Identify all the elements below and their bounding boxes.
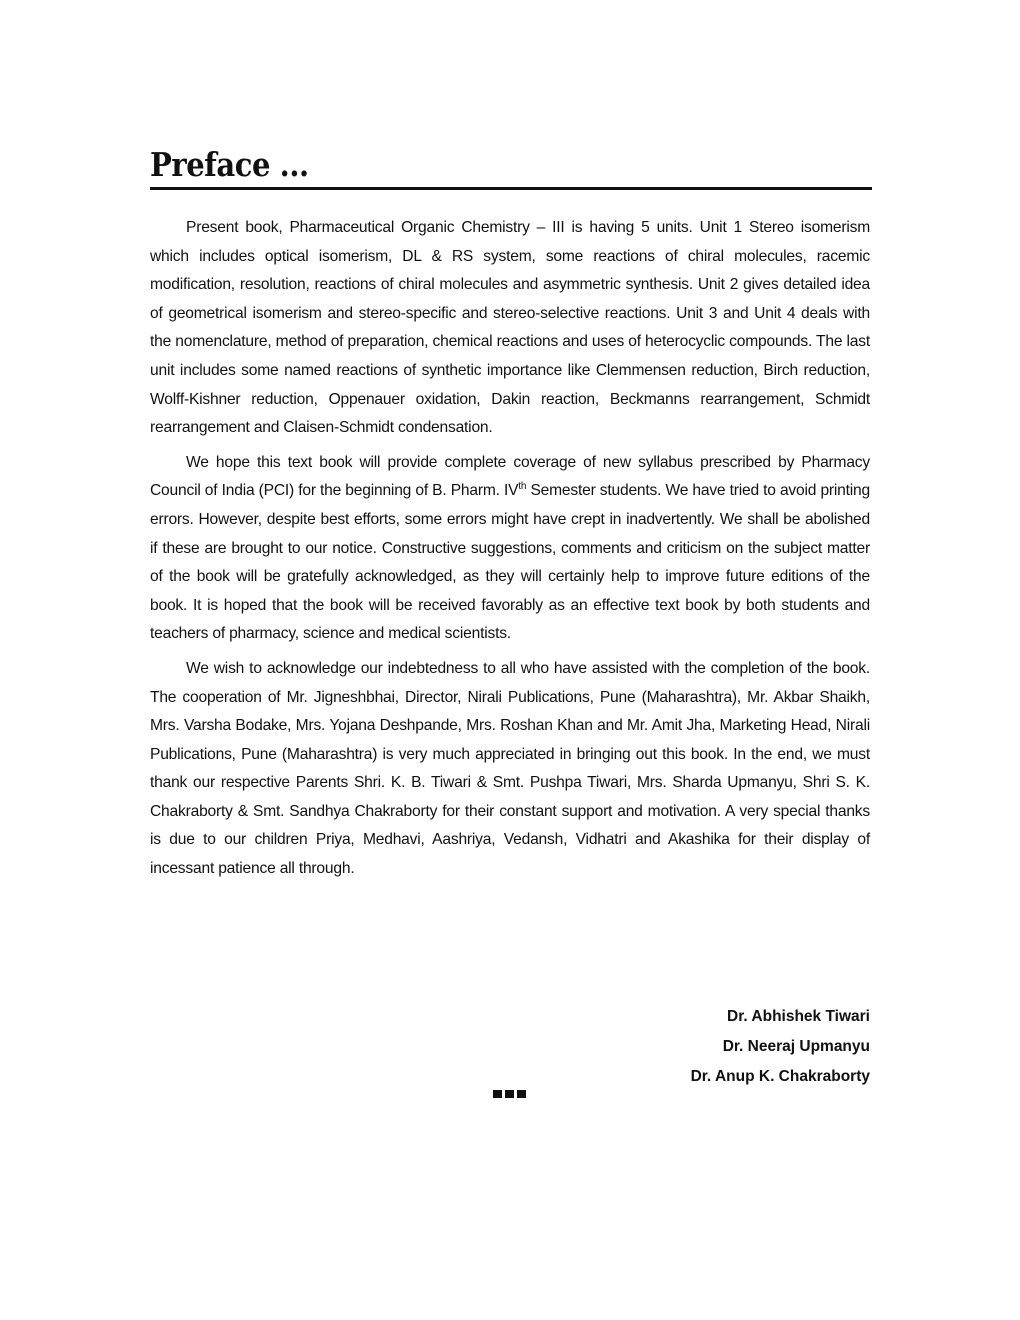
author-name: Dr. Neeraj Upmanyu	[722, 1038, 870, 1055]
author-signatures	[691, 1002, 870, 1092]
author-name: Dr. Anup K. Chakraborty	[690, 1068, 870, 1085]
paragraph-2-text-start: We hope this text book will provide complete coverage of new syllabus prescribed by Pharmacy Council of India (PCI) for the beginning of B. Pharm. IV	[150, 453, 870, 500]
square-icon	[493, 1090, 502, 1098]
page-title: Preface ...	[150, 145, 309, 184]
square-icon	[505, 1090, 514, 1098]
square-icon	[517, 1090, 526, 1098]
author-name: Dr. Abhishek Tiwari	[727, 1008, 870, 1025]
preface-page	[150, 145, 872, 890]
superscript-th: th	[518, 481, 527, 493]
paragraph-1: Present book, Pharmaceutical Organic Chemistry – III is having 5 units. Unit 1 Stereo isomerism which includes optical isomerism, DL & RS system, some reactions of chiral molecules, racemic modification, resolution, reactions of chiral molecules and asymmetric synthesis. Unit 2 gives detailed idea of geometrical isomerism and stereo-specific and stereo-selective reactions. Unit 3 and Unit 4 deals with the nomenclature, method of preparation, chemical reactions and uses of heterocyclic compounds. The last unit includes some named reactions of synthetic importance like Clemmensen reduction, Birch reduction, Wolff-Kishner reduction, Oppenauer oxidation, Dakin reaction, Beckmanns rearrangement, Schmidt rearrangement and Claisen-Schmidt condensation.	[150, 219, 870, 437]
preface-body	[150, 214, 870, 884]
paragraph-2-text-end: Semester students. We have tried to avoid printing errors. However, despite best efforts, some errors might have crept in inadvertently. We shall be abolished if these are brought to our notice. Constructive suggestions, comments and criticism on the subject matter of the book will be gratefully acknowledged, as they will certainly help to improve future editions of the book. It is hoped that the book will be received favorably as an effective text book by both students and teachers of pharmacy, science and medical scientists.	[150, 482, 870, 643]
paragraph-3: We wish to acknowledge our indebtedness to all who have assisted with the completion of the book. The cooperation of Mr. Jigneshbhai, Director, Nirali Publications, Pune (Maharashtra), Mr. Akbar Shaikh, Mrs. Varsha Bodake, Mrs. Yojana Deshpande, Mrs. Roshan Khan and Mr. Amit Jha, Marketing Head, Nirali Publications, Pune (Maharashtra) is very much appreciated in bringing out this book. In the end, we must thank our respective Parents Shri. K. B. Tiwari & Smt. Pushpa Tiwari, Mrs. Sharda Upmanyu, Shri S. K. Chakraborty & Smt. Sandhya Chakraborty for their constant support and motivation. A very special thanks is due to our children Priya, Medhavi, Aashriya, Vedansh, Vidhatri and Akashika for their display of incessant patience all through.	[150, 659, 870, 878]
paragraph-2	[150, 449, 870, 649]
title-underline-divider	[150, 187, 872, 190]
end-mark-squares-icon	[493, 1090, 526, 1098]
